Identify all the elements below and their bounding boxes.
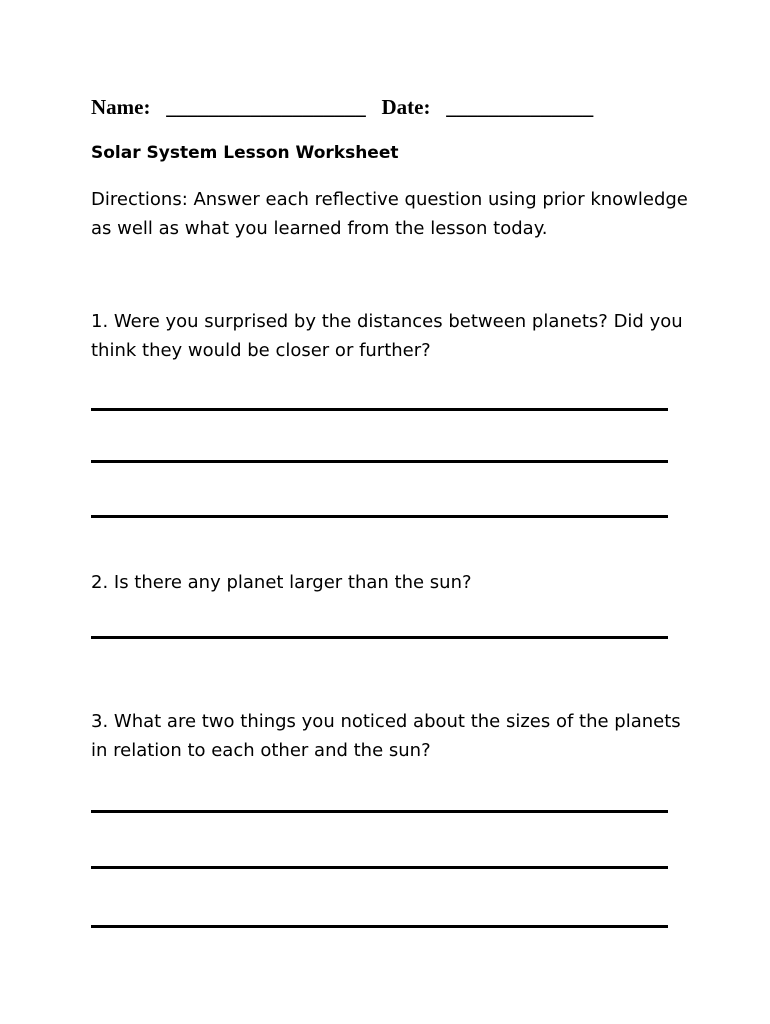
name-blank: ___________________ — [166, 95, 366, 119]
answer-line — [91, 866, 668, 869]
worksheet-title: Solar System Lesson Worksheet — [91, 143, 399, 163]
name-label: Name: — [91, 95, 151, 119]
answer-line — [91, 810, 668, 813]
name-date-header — [91, 92, 593, 122]
directions-text: Directions: Answer each reflective question using prior knowledge as well as what you learned from the lesson today. — [91, 189, 688, 239]
answer-line — [91, 408, 668, 411]
date-blank: ______________ — [446, 95, 594, 119]
answer-line — [91, 925, 668, 928]
answer-line — [91, 636, 668, 639]
date-label: Date: — [381, 95, 431, 119]
answer-line — [91, 460, 668, 463]
question-2: 2. Is there any planet larger than the sun? — [91, 572, 472, 593]
answer-line — [91, 515, 668, 518]
question-1: 1. Were you surprised by the distances between planets? Did you think they would be closer or further? — [91, 311, 683, 361]
question-3: 3. What are two things you noticed about the sizes of the planets in relation to each other and the sun? — [91, 711, 681, 761]
